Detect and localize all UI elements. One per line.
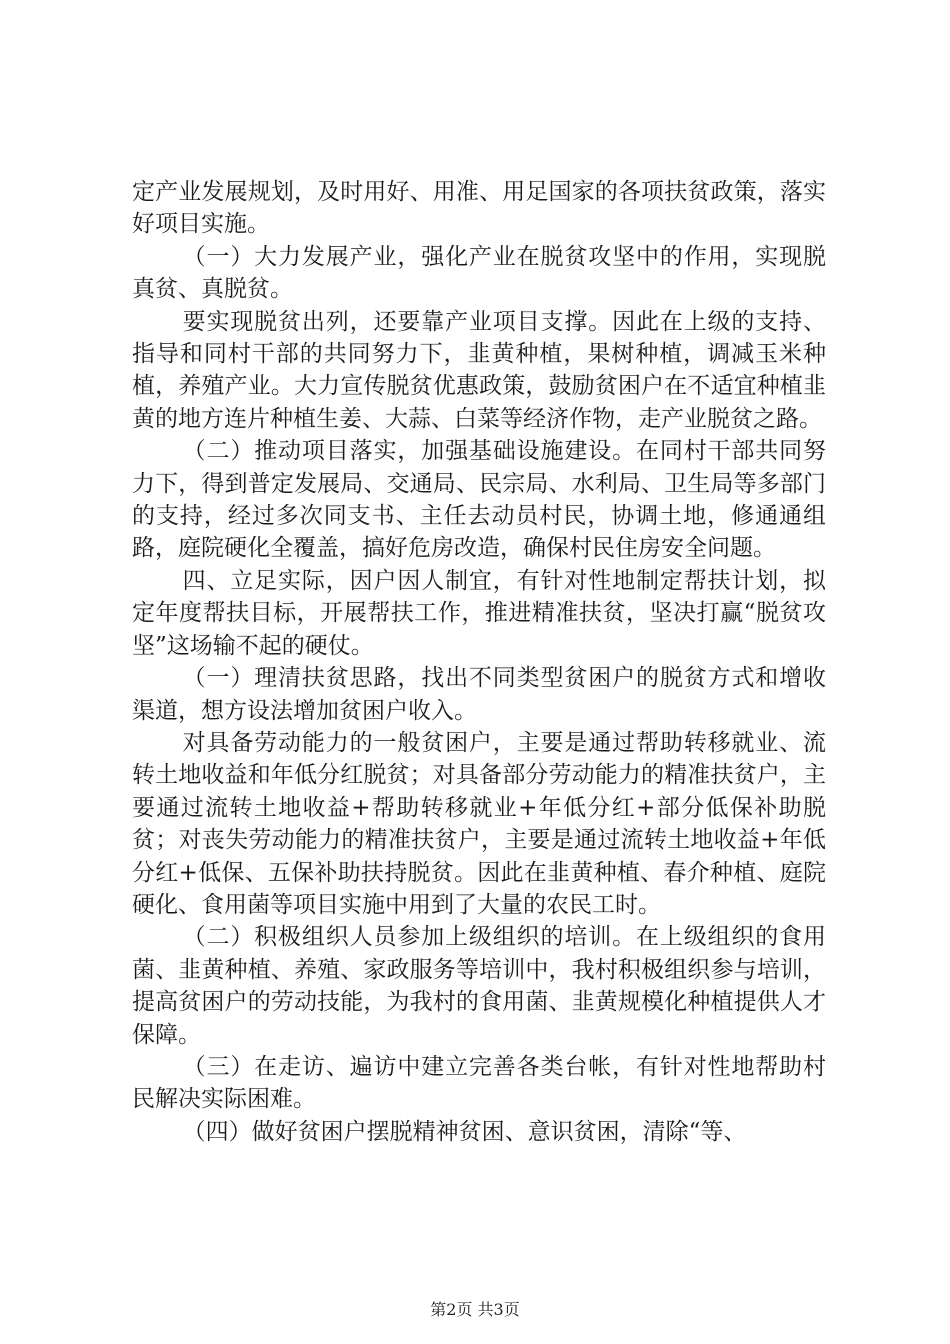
page-number-footer: 第2页 共3页: [430, 1300, 520, 1319]
paragraph-section-4: 四、立足实际，因户因人制宜，有针对性地制定帮扶计划，拟定年度帮扶目标，开展帮扶工作，推进精准扶贫，坚决打赢“脱贫攻坚”这场输不起的硬仗。: [132, 567, 826, 659]
paragraph-continuation: 定产业发展规划，及时用好、用准、用足国家的各项扶贫政策，落实好项目实施。: [132, 179, 826, 238]
paragraph-subheading-2: （二）推动项目落实，加强基础设施建设。在同村干部共同努力下，得到普定发展局、交通局、民宗局、水利局、卫生局等多部门的支持，经过多次同支书、主任去动员村民，协调土地，修通通组路，庭院硬化全覆盖，搞好危房改造，确保村民住房安全问题。: [132, 438, 826, 562]
paragraph-section-4-sub-4: （四）做好贫困户摆脱精神贫困、意识贫困，清除“等、: [182, 1118, 747, 1145]
paragraph-industry-support: 要实现脱贫出列，还要靠产业项目支撑。因此在上级的支持、指导和同村干部的共同努力下，韭黄种植，果树种植，调减玉米种植，养殖产业。大力宣传脱贫优惠政策，鼓励贫困户在不适宜种植韭黄的地方连片种植生姜、大蒜、白菜等经济作物，走产业脱贫之路。: [132, 308, 826, 432]
paragraph-section-4-sub-2: （二）积极组织人员参加上级组织的培训。在上级组织的食用菌、韭黄种植、养殖、家政服务等培训中，我村积极组织参与培训，提高贫困户的劳动技能，为我村的食用菌、韭黄规模化种植提供人才保障。: [132, 924, 826, 1048]
paragraph-subheading-1: （一）大力发展产业，强化产业在脱贫攻坚中的作用，实现脱真贫、真脱贫。: [132, 243, 826, 303]
paragraph-section-4-sub-3: （三）在走访、遍访中建立完善各类台帐，有针对性地帮助村民解决实际困难。: [132, 1053, 826, 1113]
paragraph-section-4-sub-1: （一）理清扶贫思路，找出不同类型贫困户的脱贫方式和增收渠道，想方设法增加贫困户收入。: [132, 665, 826, 724]
document-body: [132, 176, 826, 1148]
paragraph-labor-ability: 对具备劳动能力的一般贫困户，主要是通过帮助转移就业、流转土地收益和年低分红脱贫；对具备部分劳动能力的精准扶贫户，主要通过流转土地收益+帮助转移就业+年低分红+部分低保补助脱贫；对丧失劳动能力的精准扶贫户，主要是通过流转土地收益+年低分红+低保、五保补助扶持脱贫。因此在韭黄种植、春介种植、庭院硬化、食用菌等项目实施中用到了大量的农民工时。: [132, 729, 826, 918]
